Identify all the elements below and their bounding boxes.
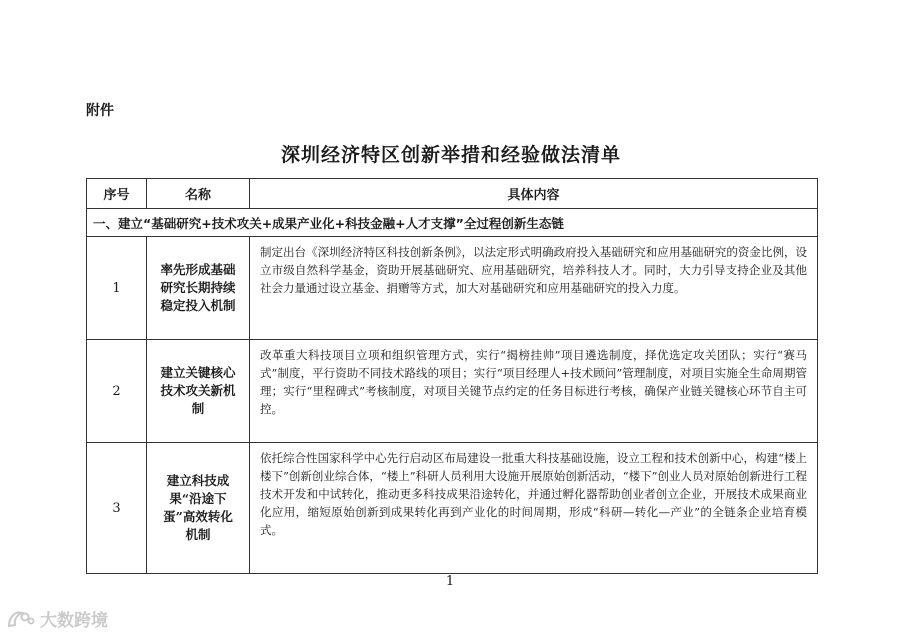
row-name: 建立科技成果“沿途下蛋”高效转化机制 bbox=[147, 443, 250, 574]
row-content: 制定出台《深圳经济特区科技创新条例》，以法定形式明确政府投入基础研究和应用基础研究的资金比例，设立市级自然科学基金，资助开展基础研究、应用基础研究，培养科技人才。同时，大力引导支持企业及其他社会力量通过设立基金、捐赠等方式，加大对基础研究和应用基础研究的投入力度。 bbox=[250, 237, 818, 340]
column-header-content: 具体内容 bbox=[250, 179, 818, 209]
row-name: 建立关键核心技术攻关新机制 bbox=[147, 340, 250, 443]
page-number: 1 bbox=[445, 574, 455, 589]
table-row bbox=[87, 340, 818, 443]
watermark-text: 大数跨境 bbox=[40, 611, 108, 631]
row-content: 改革重大科技项目立项和组织管理方式，实行“揭榜挂帅”项目遴选制度，择优选定攻关团队；实行“赛马式”制度，平行资助不同技术路线的项目；实行“项目经理人+技术顾问”管理制度，对项目实施全生命周期管理；实行“里程碑式”考核制度，对项目关键节点约定的任务目标进行考核，确保产业链关键核心环节自主可控。 bbox=[250, 340, 818, 443]
row-number: 1 bbox=[87, 237, 147, 340]
table-row bbox=[87, 443, 818, 574]
dashuju-logo-icon bbox=[6, 608, 36, 630]
column-header-number: 序号 bbox=[87, 179, 147, 209]
row-number: 2 bbox=[87, 340, 147, 443]
column-header-name: 名称 bbox=[147, 179, 250, 209]
row-number: 3 bbox=[87, 443, 147, 574]
section-title: 一、建立“基础研究+技术攻关+成果产业化+科技金融+人才支撑”全过程创新生态链 bbox=[87, 209, 818, 237]
attachment-label: 附件 bbox=[86, 103, 114, 119]
row-name: 率先形成基础研究长期持续稳定投入机制 bbox=[147, 237, 250, 340]
table-row bbox=[87, 237, 818, 340]
watermark bbox=[6, 606, 108, 631]
table-header-row bbox=[87, 179, 818, 209]
measures-table bbox=[86, 178, 818, 574]
section-row bbox=[87, 209, 818, 237]
row-content: 依托综合性国家科学中心先行启动区布局建设一批重大科技基础设施，设立工程和技术创新中心，构建“楼上楼下”创新创业综合体，“楼上”科研人员利用大设施开展原始创新活动，“楼下”创业人员对原始创新进行工程技术开发和中试转化，推动更多科技成果沿途转化，并通过孵化器帮助创业者创立企业，开展技术成果商业化应用，缩短原始创新到成果转化再到产业化的时间周期，形成“科研—转化—产业”的全链条企业培育模式。 bbox=[250, 443, 818, 574]
document-title: 深圳经济特区创新举措和经验做法清单 bbox=[280, 144, 621, 166]
